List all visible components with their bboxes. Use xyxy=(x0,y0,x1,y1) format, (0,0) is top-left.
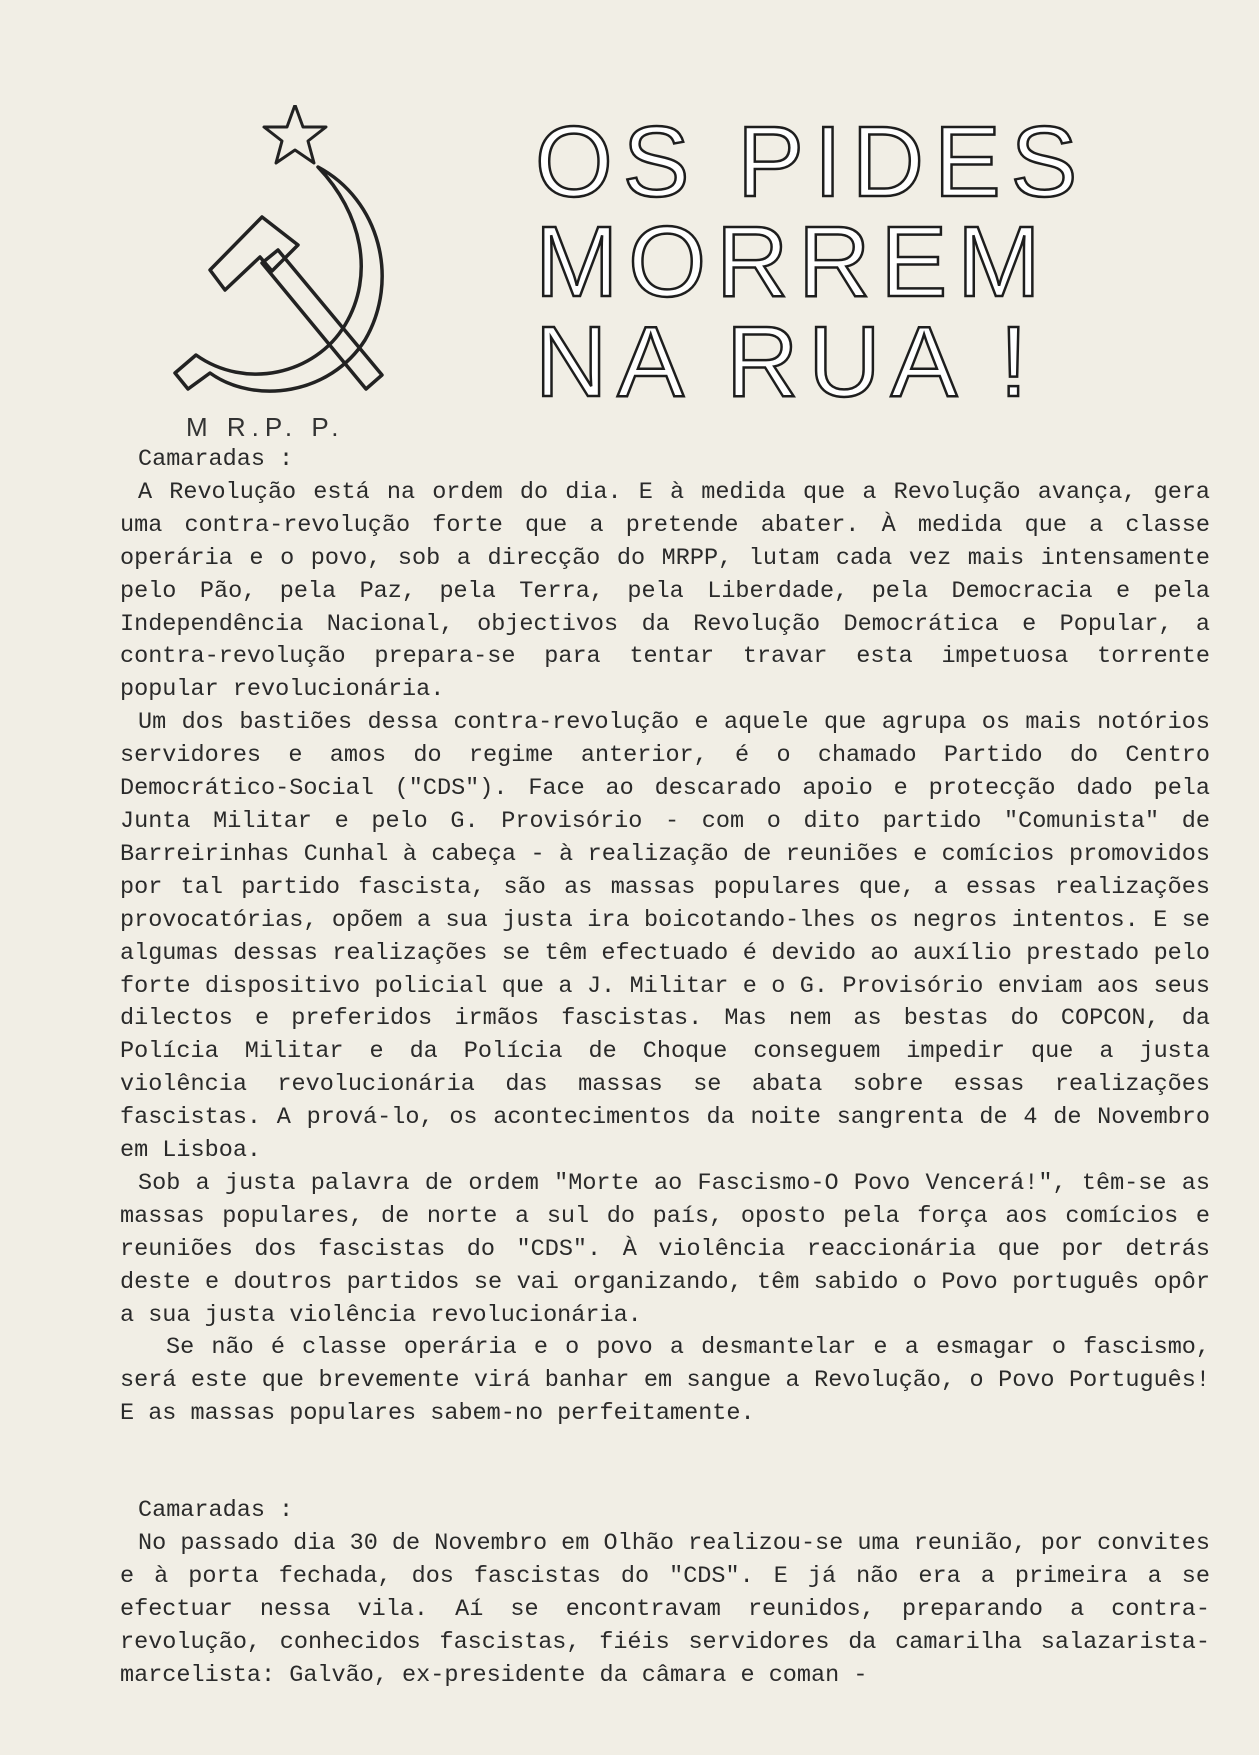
body-text xyxy=(120,444,1210,1693)
paragraph-1: A Revolução está na ordem do dia. E à medida que a Revolução avança, gera uma contra-revolução forte que a pretende abater. À medida que a classe operária e o povo, sob a direcção do MRPP, lutam cada vez mais intensamente pelo Pão, pela Paz, pela Terra, pela Liberdade, pela Democracia e pela Independência Nacional, objectivos da Revolução Democrática e Popular, a contra-revolução prepara-se para tentar travar esta impetuosa torrente popular revolucionária. xyxy=(120,478,1210,704)
headline-line-1: OS PIDES xyxy=(535,106,1088,218)
salutation-1: Camaradas : xyxy=(138,446,294,473)
salutation-2: Camaradas : xyxy=(138,1497,294,1525)
paragraph-2: Um dos bastiões dessa contra-revolução e aquele que agrupa os mais notórios servidores e amos do regime anterior, é o chamado Partido do Centro Democrático-Social ("CDS"). Face ao descarado apoio e protecção dado pela Junta Militar e pelo G. Provisório - com o dito partido "Comunista" de Barreirinhas Cunhal à cabeça - à realização de reuniões e comícios promovidos por tal partido fascista, são as massas populares que, a essas realizações provocatórias, opõem a sua justa ira boicotando-lhes os negros intentos. E se algumas dessas realizações se têm efectuado é devido ao auxílio prestado pelo forte dispositivo policial que a J. Militar e o G. Provisório enviam aos seus dilectos e preferidos irmãos fascistas. Mas nem as bestas do COPCON, da Polícia Militar e da Polícia de Choque conseguem impedir que a justa violência revolucionária das massas se abata sobre essas realizações fascistas. A prová-lo, os acontecimentos da noite sangrenta de 4 de Novembro em Lisboa. xyxy=(120,709,1210,1165)
paragraph-3: Sob a justa palavra de ordem "Morte ao Fascismo-O Povo Vencerá!", têm-se as massas populares, de norte a sul do país, oposto pela força aos comícios e reuniões dos fascistas do "CDS". À violência reaccionária que por detrás deste e doutros partidos se vai organizando, têm sabido o Povo português opôr a sua justa violência revolucionária. xyxy=(120,1169,1210,1329)
headline-line-3: NA RUA ! xyxy=(535,306,1038,418)
organization-label: M R.P. P. xyxy=(186,412,345,442)
headline xyxy=(535,106,1135,418)
hammer-and-sickle-with-star-icon xyxy=(150,105,450,445)
paragraph-4: Se não é classe operária e o povo a desmantelar e a esmagar o fascismo, será este que brevemente virá banhar em sangue a Revolução, o Povo Português! E as massas populares sabem-no perfeitamente. xyxy=(120,1334,1210,1428)
paragraph-gap xyxy=(120,1431,1210,1495)
paragraph-5: No passado dia 30 de Novembro em Olhão realizou-se uma reunião, por convites e à porta fechada, dos fascistas do "CDS". E já não era a primeira a se efectuar nessa vila. Aí se encontravam reunidos, preparando a contra-revolução, conhecidos fascistas, fiéis servidores da camarilha salazarista-marcelista: Galvão, ex-presidente da câmara e coman - xyxy=(120,1530,1210,1689)
headline-line-2: MORREM xyxy=(535,206,1051,318)
